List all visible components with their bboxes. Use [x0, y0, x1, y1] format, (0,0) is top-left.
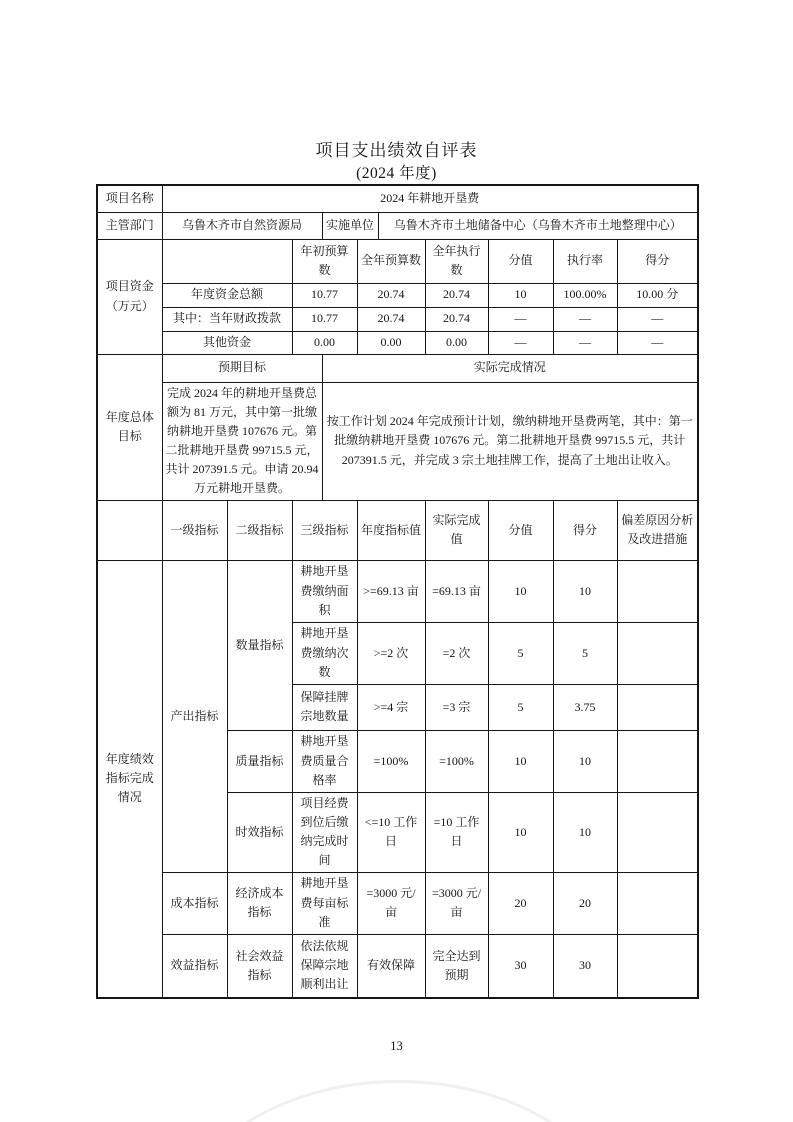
level3-indicator: 依法依规保障宗地顺利出让	[292, 934, 357, 998]
funds-cell: —	[553, 307, 617, 331]
target-value: =100%	[357, 730, 425, 792]
funds-row-name: 年度资金总额	[162, 283, 292, 307]
level3-indicator: 保障挂牌宗地数量	[292, 684, 357, 730]
funds-cell: —	[488, 307, 553, 331]
project-name-label: 项目名称	[97, 185, 162, 212]
table-row	[97, 331, 698, 354]
dept-value: 乌鲁木齐市自然资源局	[162, 212, 322, 239]
impl-unit-label: 实施单位	[322, 212, 378, 239]
table-row	[97, 185, 698, 212]
deviation-cell	[617, 560, 698, 622]
funds-header-initial-budget: 年初预算数	[292, 239, 357, 283]
impl-unit-value: 乌鲁木齐市土地储备中心（乌鲁木齐市土地整理中心）	[378, 212, 698, 239]
actual-value: 完全达到预期	[425, 934, 488, 998]
deviation-cell	[617, 934, 698, 998]
score-max: 30	[488, 934, 553, 998]
indicator-empty-cell	[97, 500, 162, 560]
funds-cell: 0.00	[425, 331, 488, 354]
table-row	[97, 354, 698, 382]
level2-quantity-indicator: 数量指标	[227, 560, 292, 730]
funds-cell: 10.77	[292, 283, 357, 307]
actual-value: =10 工作日	[425, 792, 488, 872]
level3-indicator: 项目经费到位后缴纳完成时间	[292, 792, 357, 872]
page-number: 13	[390, 1039, 403, 1053]
level2-social-benefit-indicator: 社会效益指标	[227, 934, 292, 998]
table-row	[97, 934, 698, 998]
funds-cell: —	[617, 307, 698, 331]
deviation-cell	[617, 792, 698, 872]
level1-cost-indicator: 成本指标	[162, 872, 227, 934]
funds-cell: 10	[488, 283, 553, 307]
score: 20	[553, 872, 617, 934]
funds-cell: 100.00%	[553, 283, 617, 307]
level3-indicator: 耕地开垦费缴纳次数	[292, 622, 357, 684]
target-value: 有效保障	[357, 934, 425, 998]
score-max: 10	[488, 730, 553, 792]
actual-value: =3 宗	[425, 684, 488, 730]
expected-goal-header: 预期目标	[162, 354, 322, 382]
level3-indicator: 耕地开垦费质量合格率	[292, 730, 357, 792]
funds-row-name: 其他资金	[162, 331, 292, 354]
page-title: 项目支出绩效自评表	[315, 141, 478, 160]
score-max: 20	[488, 872, 553, 934]
funds-cell: —	[617, 331, 698, 354]
level2-timeliness-indicator: 时效指标	[227, 792, 292, 872]
table-row	[97, 212, 698, 239]
table-row	[97, 500, 698, 560]
expected-goal-text: 完成 2024 年的耕地开垦费总额为 81 万元，其中第一批缴纳耕地开垦费 107676 元。第二批耕地开垦费 99715.5 元，共计 207391.5 元。申请 20.94 万元耕地开垦费。	[162, 382, 322, 500]
target-value: >=2 次	[357, 622, 425, 684]
indicator-header-actual: 实际完成值	[425, 500, 488, 560]
score: 10	[553, 560, 617, 622]
table-row	[97, 307, 698, 331]
indicator-header-score: 得分	[553, 500, 617, 560]
deviation-cell	[617, 684, 698, 730]
deviation-cell	[617, 872, 698, 934]
level1-benefit-indicator: 效益指标	[162, 934, 227, 998]
project-name-value: 2024 年耕地开垦费	[162, 185, 698, 212]
self-evaluation-table	[96, 184, 699, 999]
actual-value: =69.13 亩	[425, 560, 488, 622]
target-value: >=69.13 亩	[357, 560, 425, 622]
funds-cell: —	[488, 331, 553, 354]
actual-value: =3000 元/亩	[425, 872, 488, 934]
funds-cell: —	[553, 331, 617, 354]
funds-cell: 10.77	[292, 307, 357, 331]
funds-section-label: 项目资金（万元）	[97, 239, 162, 354]
indicator-header-level3: 三级指标	[292, 500, 357, 560]
score: 10	[553, 730, 617, 792]
target-value: =3000 元/亩	[357, 872, 425, 934]
indicator-header-level1: 一级指标	[162, 500, 227, 560]
actual-completion-header: 实际完成情况	[322, 354, 698, 382]
level2-economic-cost-indicator: 经济成本指标	[227, 872, 292, 934]
funds-header-exec-rate: 执行率	[553, 239, 617, 283]
actual-value: =2 次	[425, 622, 488, 684]
level3-indicator: 耕地开垦费缴纳面积	[292, 560, 357, 622]
funds-cell: 10.00 分	[617, 283, 698, 307]
deviation-cell	[617, 730, 698, 792]
table-row	[97, 283, 698, 307]
faint-stamp-arc	[176, 1080, 622, 1122]
table-row	[97, 239, 698, 283]
target-value: <=10 工作日	[357, 792, 425, 872]
page-subtitle: (2024 年度)	[356, 165, 437, 182]
score-max: 10	[488, 792, 553, 872]
indicator-header-level2: 二级指标	[227, 500, 292, 560]
dept-label: 主管部门	[97, 212, 162, 239]
actual-value: =100%	[425, 730, 488, 792]
actual-completion-text: 按工作计划 2024 年完成预计计划，缴纳耕地开垦费两笔，其中：第一批缴纳耕地开垦费 107676 元。第二批耕地开垦费 99715.5 元，共计 207391.5 元，并完成 3 宗土地挂牌工作，提高了土地出让收入。	[322, 382, 698, 500]
level1-output-indicator: 产出指标	[162, 560, 227, 872]
funds-cell: 20.74	[425, 307, 488, 331]
table-row	[97, 560, 698, 622]
score: 3.75	[553, 684, 617, 730]
deviation-cell	[617, 622, 698, 684]
score-max: 10	[488, 560, 553, 622]
annual-goal-label: 年度总体目标	[97, 354, 162, 500]
table-row	[97, 872, 698, 934]
score-max: 5	[488, 684, 553, 730]
funds-cell: 0.00	[357, 331, 425, 354]
funds-empty-cell	[162, 239, 292, 283]
indicator-header-score-max: 分值	[488, 500, 553, 560]
level3-indicator: 耕地开垦费每亩标准	[292, 872, 357, 934]
target-value: >=4 宗	[357, 684, 425, 730]
funds-cell: 0.00	[292, 331, 357, 354]
funds-header-annual-budget: 全年预算数	[357, 239, 425, 283]
funds-header-executed: 全年执行数	[425, 239, 488, 283]
score-max: 5	[488, 622, 553, 684]
funds-cell: 20.74	[357, 307, 425, 331]
score: 5	[553, 622, 617, 684]
indicator-header-deviation: 偏差原因分析及改进措施	[617, 500, 698, 560]
indicator-header-target: 年度指标值	[357, 500, 425, 560]
funds-row-name: 其中：当年财政拨款	[162, 307, 292, 331]
indicators-section-label: 年度绩效指标完成情况	[97, 560, 162, 998]
score: 10	[553, 792, 617, 872]
funds-cell: 20.74	[357, 283, 425, 307]
funds-header-score: 得分	[617, 239, 698, 283]
funds-cell: 20.74	[425, 283, 488, 307]
table-row	[97, 382, 698, 500]
funds-header-score-max: 分值	[488, 239, 553, 283]
level2-quality-indicator: 质量指标	[227, 730, 292, 792]
score: 30	[553, 934, 617, 998]
